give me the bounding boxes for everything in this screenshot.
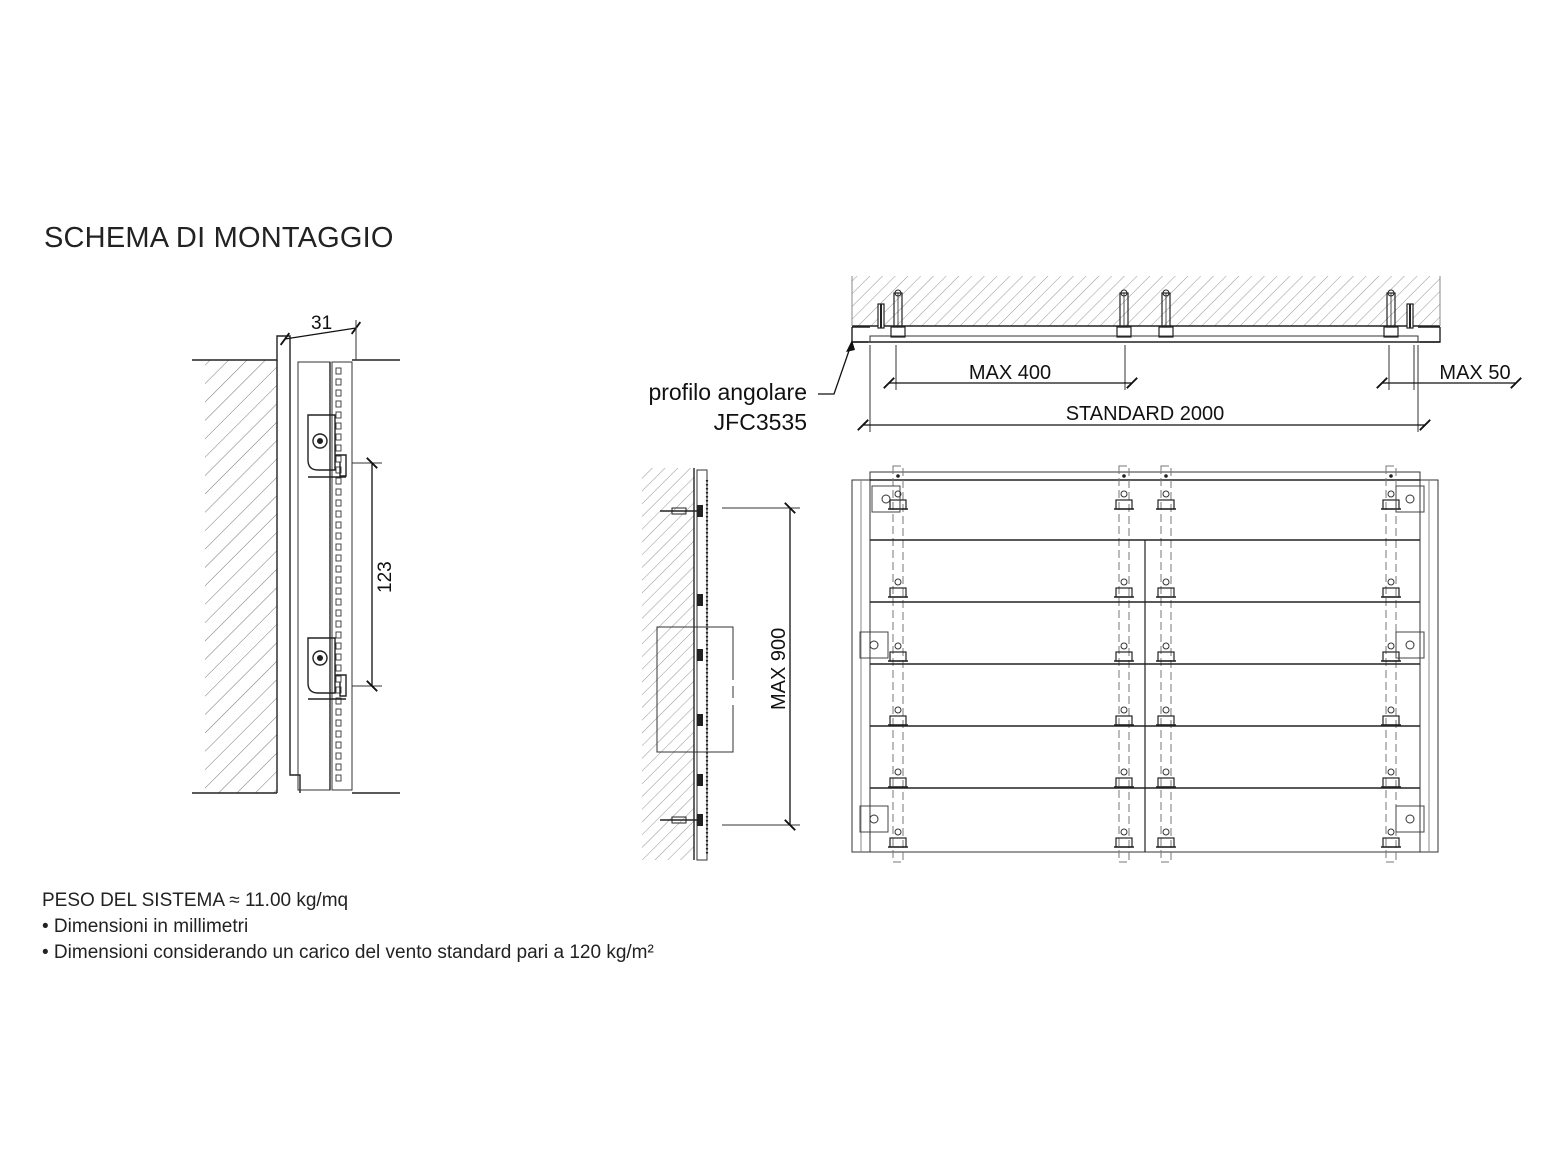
system-weight-note: PESO DEL SISTEMA ≈ 11.00 kg/mq [42, 890, 349, 911]
max-spacing-label: MAX 400 [968, 362, 1052, 384]
page-title: SCHEMA DI MONTAGGIO [44, 222, 394, 254]
standard-length-label: STANDARD 2000 [1065, 403, 1225, 425]
front-elevation [852, 466, 1438, 862]
pitch-dimension-label: 123 [375, 561, 396, 593]
detail-section [192, 313, 400, 793]
corner-profile-label: profilo angolare [648, 379, 807, 405]
top-plan [648, 276, 1516, 435]
notes [42, 888, 654, 966]
side-section [642, 468, 800, 860]
max-overhang-label: MAX 50 [1439, 362, 1511, 384]
wind-load-note: • Dimensioni considerando un carico del vento standard pari a 120 kg/m² [42, 942, 654, 963]
units-note: • Dimensioni in millimetri [42, 916, 249, 937]
depth-dimension-label: 31 [311, 313, 333, 334]
max-height-label: MAX 900 [768, 627, 790, 710]
corner-profile-code: JFC3535 [713, 409, 807, 435]
